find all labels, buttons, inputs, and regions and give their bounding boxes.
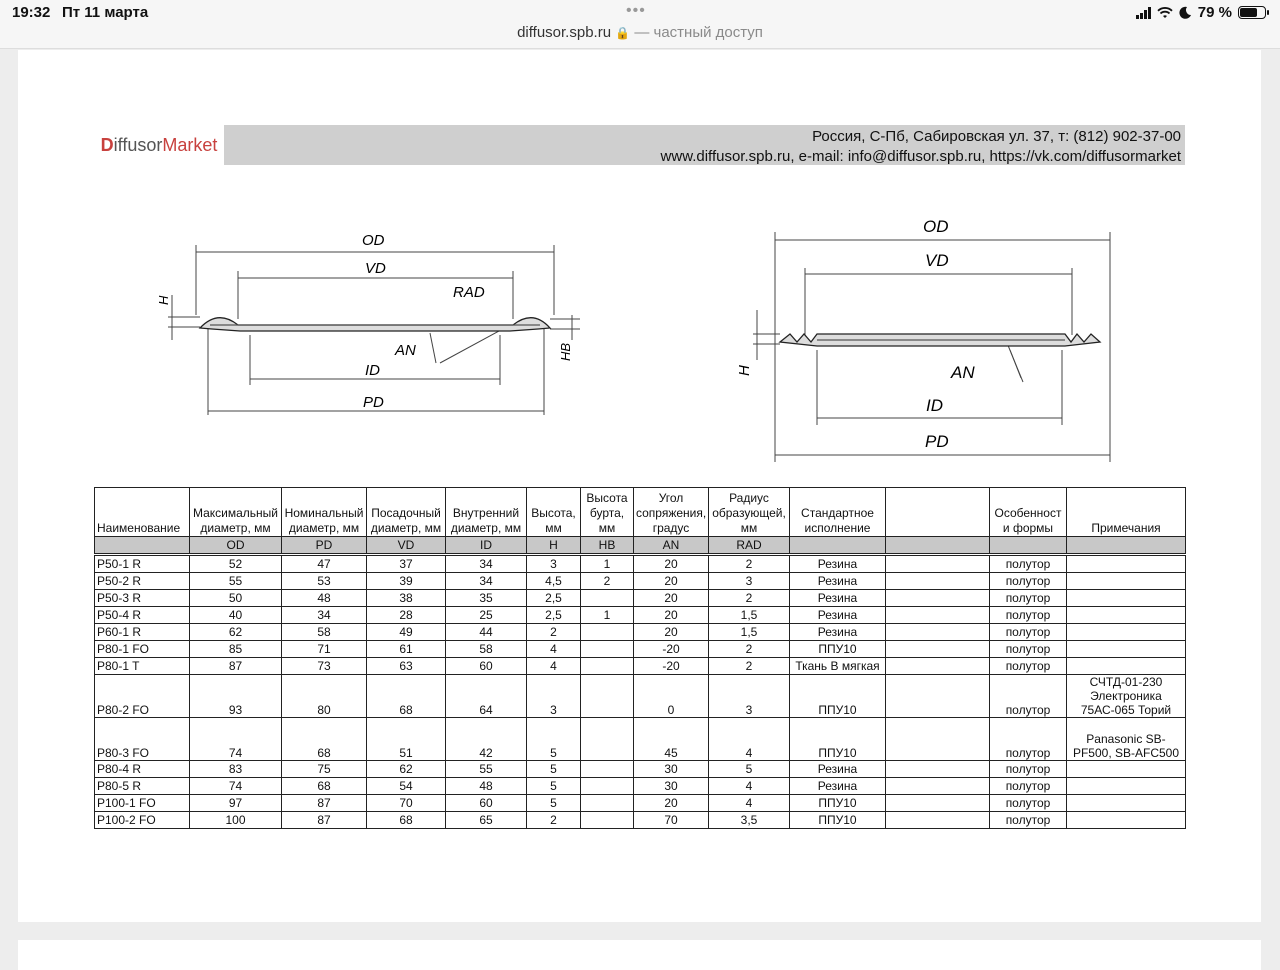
private-browsing-label: — частный доступ (634, 24, 763, 41)
table-cell (581, 675, 634, 718)
table-cell: 68 (367, 812, 446, 829)
table-header-cell (886, 488, 990, 537)
table-row (95, 795, 1186, 812)
battery-level (1240, 8, 1257, 17)
table-cell: 74 (190, 718, 282, 761)
table-cell: 68 (282, 778, 367, 795)
table-cell: полутор (990, 641, 1067, 658)
logo-d: D (100, 134, 114, 155)
table-cell: 20 (634, 795, 709, 812)
address-bar[interactable] (0, 24, 1280, 49)
table-cell: 34 (446, 573, 527, 590)
lock-icon: 🔒 (615, 26, 631, 40)
table-cell: 4 (709, 778, 790, 795)
status-time: 19:32 (12, 4, 51, 21)
table-row (95, 641, 1186, 658)
table-cell: полутор (990, 573, 1067, 590)
table-cell: 62 (190, 624, 282, 641)
table-cell: P80-4 R (95, 761, 190, 778)
cellular-signal-icon (1136, 7, 1151, 19)
table-cell: 2 (581, 573, 634, 590)
table-cell (581, 590, 634, 607)
table-cell (1067, 795, 1186, 812)
table-cell: 20 (634, 555, 709, 573)
table-cell: 1,5 (709, 607, 790, 624)
table-cell: 4 (709, 795, 790, 812)
table-cell: полутор (990, 761, 1067, 778)
table-row (95, 607, 1186, 624)
table-header-cell: Наименование (95, 488, 190, 537)
table-cell (886, 778, 990, 795)
table-cell (581, 812, 634, 829)
table-cell: 20 (634, 590, 709, 607)
table-header-cell: Стандартное исполнение (790, 488, 886, 537)
table-cell (1067, 624, 1186, 641)
table-row (95, 573, 1186, 590)
table-cell: 70 (367, 795, 446, 812)
table-cell: 1 (581, 607, 634, 624)
label-h: H (156, 295, 171, 305)
table-cell: 62 (367, 761, 446, 778)
table-code-cell (95, 537, 190, 555)
table-cell: ППУ10 (790, 641, 886, 658)
table-cell: 5 (527, 795, 581, 812)
table-code-cell: H (527, 537, 581, 555)
battery-icon (1238, 6, 1266, 19)
table-row (95, 590, 1186, 607)
logo-accent-text: Market (162, 134, 218, 155)
table-cell (1067, 573, 1186, 590)
table-cell: 30 (634, 761, 709, 778)
table-body (95, 555, 1186, 829)
table-row (95, 812, 1186, 829)
table-cell: 30 (634, 778, 709, 795)
table-cell: 4 (527, 658, 581, 675)
table-cell: P60-1 R (95, 624, 190, 641)
table-cell: полутор (990, 607, 1067, 624)
table-cell: Резина (790, 778, 886, 795)
table-cell: 70 (634, 812, 709, 829)
table-code-cell (990, 537, 1067, 555)
table-cell: полутор (990, 624, 1067, 641)
table-cell: 60 (446, 795, 527, 812)
table-cell: -20 (634, 658, 709, 675)
table-code-cell: RAD (709, 537, 790, 555)
table-cell: 37 (367, 555, 446, 573)
table-cell (1067, 812, 1186, 829)
table-cell: 35 (446, 590, 527, 607)
table-cell: 28 (367, 607, 446, 624)
table-cell: Резина (790, 590, 886, 607)
table-cell: 55 (190, 573, 282, 590)
table-cell: 20 (634, 573, 709, 590)
table-cell: 5 (709, 761, 790, 778)
table-cell (1067, 761, 1186, 778)
table-cell: 83 (190, 761, 282, 778)
label-an-right: AN (951, 363, 975, 382)
table-cell: P100-2 FO (95, 812, 190, 829)
table-cell: полутор (990, 658, 1067, 675)
table-cell: 45 (634, 718, 709, 761)
table-cell: 2 (709, 658, 790, 675)
table-cell: полутор (990, 590, 1067, 607)
label-pd: PD (363, 394, 384, 411)
multitasking-dots-icon[interactable]: ••• (626, 2, 646, 19)
table-cell: 2 (527, 812, 581, 829)
table-cell: 50 (190, 590, 282, 607)
table-row (95, 778, 1186, 795)
table-cell: 2 (527, 624, 581, 641)
table-cell: полутор (990, 812, 1067, 829)
table-cell: полутор (990, 778, 1067, 795)
table-cell: 87 (282, 812, 367, 829)
table-cell: 68 (282, 718, 367, 761)
table-code-cell: AN (634, 537, 709, 555)
table-cell: Резина (790, 555, 886, 573)
table-cell: 2,5 (527, 607, 581, 624)
table-cell (886, 590, 990, 607)
table-cell (1067, 555, 1186, 573)
table-cell: 39 (367, 573, 446, 590)
table-cell: полутор (990, 718, 1067, 761)
table-cell (886, 658, 990, 675)
next-document-page (18, 940, 1261, 970)
table-code-cell: ID (446, 537, 527, 555)
table-cell: 61 (367, 641, 446, 658)
label-rad: RAD (453, 284, 485, 301)
table-header-cell: Номинальный диаметр, мм (282, 488, 367, 537)
table-cell (1067, 658, 1186, 675)
table-cell: ППУ10 (790, 718, 886, 761)
table-cell: 42 (446, 718, 527, 761)
table-cell (581, 718, 634, 761)
table-cell: ППУ10 (790, 812, 886, 829)
label-vd-right: VD (925, 251, 949, 270)
do-not-disturb-moon-icon (1179, 6, 1192, 19)
table-row (95, 718, 1186, 761)
table-cell (886, 607, 990, 624)
table-cell: P100-1 FO (95, 795, 190, 812)
table-cell (1067, 607, 1186, 624)
table-cell: 75 (282, 761, 367, 778)
table-header-cell: Посадочный диаметр, мм (367, 488, 446, 537)
table-cell: 47 (282, 555, 367, 573)
label-vd: VD (365, 260, 386, 277)
table-row (95, 555, 1186, 573)
table-cell: 87 (282, 795, 367, 812)
table-cell: 4,5 (527, 573, 581, 590)
table-cell (1067, 641, 1186, 658)
table-row (95, 658, 1186, 675)
table-cell: 0 (634, 675, 709, 718)
contact-address: Россия, С-Пб, Сабировская ул. 37, т: (812) 902-37-00 (812, 128, 1181, 145)
table-cell: -20 (634, 641, 709, 658)
table-cell: 53 (282, 573, 367, 590)
table-cell: 2,5 (527, 590, 581, 607)
table-cell: 63 (367, 658, 446, 675)
table-cell: полутор (990, 795, 1067, 812)
table-cell: 5 (527, 761, 581, 778)
table-cell: 49 (367, 624, 446, 641)
document-header (94, 125, 1185, 165)
table-header-cell: Примечания (1067, 488, 1186, 537)
table-cell: 58 (446, 641, 527, 658)
table-cell: 93 (190, 675, 282, 718)
table-cell: 4 (527, 641, 581, 658)
table-cell: 65 (446, 812, 527, 829)
table-header-cell: Максимальный диаметр, мм (190, 488, 282, 537)
wifi-icon (1157, 7, 1173, 19)
table-cell: 4 (709, 718, 790, 761)
table-cell: 2 (709, 641, 790, 658)
table-code-cell: OD (190, 537, 282, 555)
table-cell: Резина (790, 624, 886, 641)
table-cell: 34 (446, 555, 527, 573)
table-cell: P80-1 T (95, 658, 190, 675)
table-code-cell: HB (581, 537, 634, 555)
table-cell: 68 (367, 675, 446, 718)
table-cell: 100 (190, 812, 282, 829)
table-cell (886, 812, 990, 829)
contact-web[interactable]: www.diffusor.spb.ru, e-mail: info@diffusor.spb.ru, https://vk.com/diffusormarket (660, 148, 1181, 165)
table-cell: 73 (282, 658, 367, 675)
label-id-right: ID (926, 396, 943, 415)
label-pd-right: PD (925, 432, 949, 451)
table-cell: 1 (581, 555, 634, 573)
table-cell: 48 (282, 590, 367, 607)
table-cell: 71 (282, 641, 367, 658)
suspension-diagram-right (725, 210, 1125, 465)
table-cell (886, 555, 990, 573)
table-code-cell: PD (282, 537, 367, 555)
table-cell: 55 (446, 761, 527, 778)
table-cell (1067, 778, 1186, 795)
label-od-right: OD (923, 217, 949, 236)
specification-table (94, 487, 1186, 829)
table-cell (886, 641, 990, 658)
table-cell (886, 761, 990, 778)
table-header-cell: Внутренний диаметр, мм (446, 488, 527, 537)
table-cell: 51 (367, 718, 446, 761)
table-header-cell: Угол сопряжения, градус (634, 488, 709, 537)
table-cell: 2 (709, 555, 790, 573)
table-cell (581, 658, 634, 675)
table-cell: P50-1 R (95, 555, 190, 573)
table-cell: полутор (990, 555, 1067, 573)
table-cell (886, 573, 990, 590)
table-cell: 97 (190, 795, 282, 812)
table-cell: ППУ10 (790, 795, 886, 812)
table-cell: 3 (709, 573, 790, 590)
table-cell (886, 718, 990, 761)
table-cell: 87 (190, 658, 282, 675)
table-header-cell: Радиус образующей, мм (709, 488, 790, 537)
table-cell: P50-3 R (95, 590, 190, 607)
table-cell: Ткань В мягкая (790, 658, 886, 675)
table-cell: P80-2 FO (95, 675, 190, 718)
table-cell (1067, 590, 1186, 607)
table-cell: P80-1 FO (95, 641, 190, 658)
table-cell: 38 (367, 590, 446, 607)
table-cell: 54 (367, 778, 446, 795)
table-cell: Резина (790, 761, 886, 778)
table-cell: 20 (634, 624, 709, 641)
table-cell: 44 (446, 624, 527, 641)
table-cell: P80-3 FO (95, 718, 190, 761)
table-cell: P50-2 R (95, 573, 190, 590)
table-cell: 52 (190, 555, 282, 573)
label-an: AN (395, 342, 416, 359)
table-cell (886, 675, 990, 718)
table-cell: 2 (709, 590, 790, 607)
table-cell: 3 (709, 675, 790, 718)
table-code-cell (886, 537, 990, 555)
suspension-diagram-left (150, 225, 590, 425)
table-cell: 20 (634, 607, 709, 624)
label-id: ID (365, 362, 380, 379)
label-od: OD (362, 232, 385, 249)
status-right-group (1136, 4, 1266, 21)
table-cell: 3,5 (709, 812, 790, 829)
table-cell: Panasonic SB-PF500, SB-AFC500 (1067, 718, 1186, 761)
table-cell (886, 795, 990, 812)
table-header-cell: Высота бурта, мм (581, 488, 634, 537)
table-cell: 48 (446, 778, 527, 795)
diffusor-market-logo[interactable] (94, 125, 224, 165)
table-cell (581, 761, 634, 778)
table-cell: 3 (527, 675, 581, 718)
table-cell: СЧТД-01-230 Электроника 75АС-065 Торий (1067, 675, 1186, 718)
table-code-cell: VD (367, 537, 446, 555)
table-cell (581, 641, 634, 658)
table-cell (581, 624, 634, 641)
table-row (95, 675, 1186, 718)
table-row (95, 624, 1186, 641)
table-cell: 34 (282, 607, 367, 624)
table-cell: 40 (190, 607, 282, 624)
logo-main-text: iffusor (113, 134, 163, 155)
table-cell: 5 (527, 718, 581, 761)
table-cell: 1,5 (709, 624, 790, 641)
table-cell: Резина (790, 573, 886, 590)
table-cell: Резина (790, 607, 886, 624)
label-h-right: H (736, 365, 753, 376)
table-header-cell: Высота, мм (527, 488, 581, 537)
table-cell: полутор (990, 675, 1067, 718)
table-cell: 64 (446, 675, 527, 718)
table-cell: 25 (446, 607, 527, 624)
table-row (95, 761, 1186, 778)
table-cell: 3 (527, 555, 581, 573)
table-code-row (95, 537, 1186, 555)
table-code-cell (1067, 537, 1186, 555)
table-cell: 5 (527, 778, 581, 795)
table-cell: 85 (190, 641, 282, 658)
battery-percent: 79 % (1197, 4, 1232, 21)
table-cell: 58 (282, 624, 367, 641)
table-cell (581, 778, 634, 795)
table-cell: 60 (446, 658, 527, 675)
status-date: Пт 11 марта (62, 4, 149, 21)
table-cell: 74 (190, 778, 282, 795)
table-cell: P50-4 R (95, 607, 190, 624)
label-hb: HB (558, 342, 573, 361)
table-code-cell (790, 537, 886, 555)
table-header-cell: Особенност и формы (990, 488, 1067, 537)
table-cell: ППУ10 (790, 675, 886, 718)
table-cell (581, 795, 634, 812)
table-cell: P80-5 R (95, 778, 190, 795)
table-cell (886, 624, 990, 641)
table-cell: 80 (282, 675, 367, 718)
table-header-row (95, 488, 1186, 537)
url-domain[interactable]: diffusor.spb.ru (517, 24, 612, 41)
